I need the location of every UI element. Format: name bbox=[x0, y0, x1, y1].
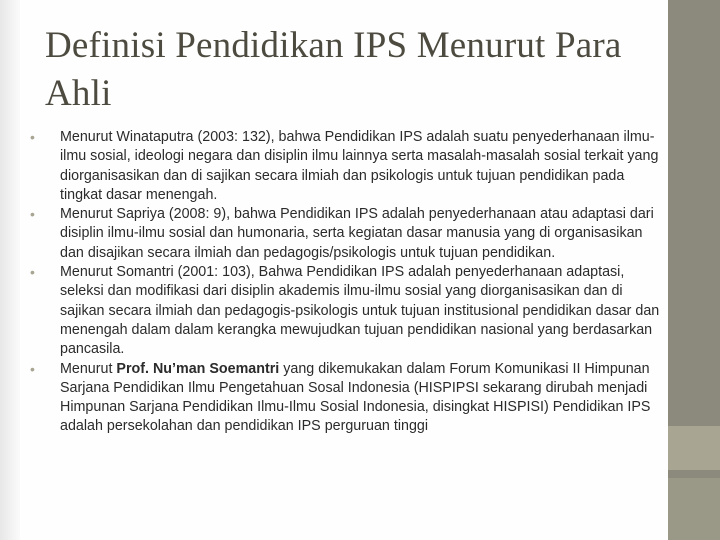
bullet-prefix: Menurut bbox=[60, 206, 117, 223]
bullet-prefix: Menurut bbox=[60, 360, 117, 377]
bullet-dot-icon: • bbox=[30, 129, 35, 145]
bullet-item bbox=[26, 205, 660, 263]
expert-name: Sapriya bbox=[116, 206, 165, 223]
bullet-text: (2003: 132), bahwa Pendidikan IPS adalah suatu penyederhanaan ilmu-ilmu sosial, ideologi negara dan disiplin ilmu lainnya serta masalah-masalah sosial terkait yang diorganisasikan dan di sajikan secara ilmiah dan psikologis untuk tujuan pendidikan pada tingkat dasar menengah. bbox=[60, 129, 659, 203]
bullet-list bbox=[26, 128, 660, 437]
right-decorative-bar bbox=[668, 0, 720, 540]
bullet-item bbox=[26, 128, 660, 205]
bullet-dot-icon: • bbox=[30, 360, 35, 377]
expert-name: Somantri bbox=[116, 264, 174, 281]
bullet-item bbox=[26, 263, 660, 359]
left-shadow-strip bbox=[0, 0, 20, 540]
expert-name: Prof. Nu’man Soemantri bbox=[116, 360, 280, 377]
right-bar-accent-block bbox=[668, 426, 720, 470]
bullet-prefix: Menurut bbox=[60, 129, 117, 145]
bullet-text: (2008: 9), bahwa Pendidikan IPS adalah penyederhanaan atau adaptasi dari disiplin ilmu-ilmu sosial dan humonaria, serta kegiatan dasar manusia yang di organisasikan dan disajikan secara ilmiah dan pedagogis/psikologis untuk tujuan pendidikan. bbox=[60, 206, 654, 261]
right-bar-accent-block bbox=[668, 478, 720, 540]
bullet-dot-icon: • bbox=[30, 264, 35, 281]
expert-name: Winataputra bbox=[116, 129, 194, 145]
bullet-prefix: Menurut bbox=[60, 264, 117, 281]
slide-title: Definisi Pendidikan IPS Menurut Para Ahli bbox=[45, 25, 622, 114]
bullet-text: yang dikemukakan dalam Forum Komunikasi II Himpunan Sarjana Pendidikan Ilmu Pengetahuan Sosal Indonesia (HISPIPSI sekarang dirubah menjadi Himpunan Sarjana Pendidikan Ilmu-Ilmu Sosial Indonesia, disingkat HISPISI) Pendidikan IPS adalah persekolahan dan pendidikan IPS perguruan tinggi bbox=[60, 360, 651, 435]
bullet-dot-icon: • bbox=[30, 206, 35, 223]
bullet-text: (2001: 103), Bahwa Pendidikan IPS adalah penyederhanaan adaptasi, seleksi dan modifikasi dari disiplin akademis ilmu-ilmu sosial yang diorganisasikan dan di sajikan secara ilmiah dan pedagogis-psikologis untuk tujuan institusional pendidikan dasar dan menengah dalam dalam kerangka mewujudkan tujuan pendidikan nasional yang berdasarkan pancasila. bbox=[60, 264, 660, 358]
bullet-item bbox=[26, 360, 660, 437]
